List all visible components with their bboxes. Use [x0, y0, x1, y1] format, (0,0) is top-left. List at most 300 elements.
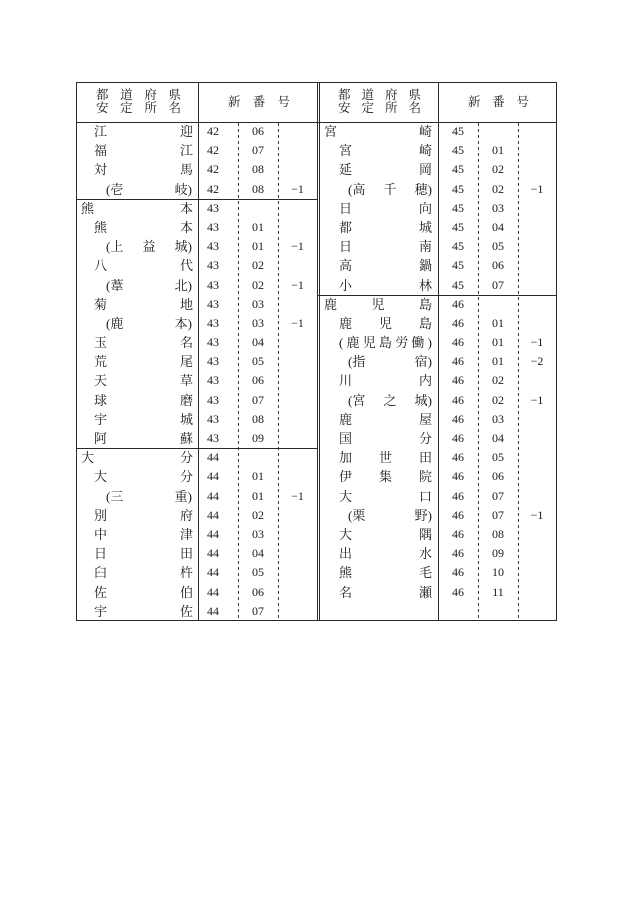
office-name — [76, 563, 198, 582]
text-segment: (鹿 — [106, 315, 124, 331]
table-row — [318, 371, 557, 390]
text-segment: 分 — [418, 431, 432, 446]
text-segment: (三 — [106, 488, 124, 504]
prefecture-code: 46 — [452, 354, 464, 369]
office-name — [318, 410, 438, 429]
office-code — [478, 295, 518, 314]
office-name — [318, 525, 438, 544]
prefecture-code: 43 — [207, 277, 219, 292]
branch-suffix — [278, 467, 317, 486]
branch-suffix — [278, 583, 317, 602]
text-segment: 林 — [418, 277, 432, 293]
text-segment: 千 — [383, 181, 397, 197]
prefecture-code: 43 — [207, 373, 219, 388]
text-segment: 島 — [418, 315, 432, 331]
office-name — [76, 295, 198, 314]
table-row — [76, 352, 317, 371]
text-segment: 定 — [361, 101, 374, 115]
text-segment: 本 — [179, 219, 193, 235]
table-row — [318, 487, 557, 506]
text-segment: 熊 — [81, 200, 95, 216]
office-code: 04 — [252, 335, 264, 350]
table-row — [76, 141, 317, 160]
branch-suffix — [518, 467, 556, 486]
text-segment: 内 — [418, 373, 432, 389]
table-row — [318, 180, 557, 199]
office-name — [318, 371, 438, 390]
text-segment: 所 — [144, 101, 157, 115]
prefecture-code: 46 — [452, 546, 464, 561]
prefecture-code: 44 — [207, 526, 219, 541]
text-segment: 穂) — [414, 181, 432, 197]
office-code: 05 — [252, 565, 264, 580]
office-name — [76, 487, 198, 506]
text-segment: 安 — [96, 101, 109, 115]
text-segment: 院 — [418, 469, 432, 485]
office-name — [318, 199, 438, 218]
office-code: 01 — [492, 354, 504, 369]
prefecture-code: 46 — [452, 488, 464, 503]
office-name — [318, 180, 438, 199]
table-row — [318, 218, 557, 237]
table-row — [76, 429, 317, 448]
branch-suffix: −1 — [291, 181, 304, 196]
text-segment: 号 — [277, 94, 290, 109]
prefecture-code: 46 — [452, 565, 464, 580]
office-name — [76, 256, 198, 275]
text-segment: 地 — [179, 296, 193, 312]
text-segment: 佐 — [179, 603, 193, 619]
office-code: 11 — [492, 584, 504, 599]
text-segment: 岡 — [418, 162, 432, 178]
table-row — [76, 506, 317, 525]
prefecture-code: 43 — [207, 335, 219, 350]
office-name — [76, 352, 198, 371]
branch-suffix — [518, 563, 556, 582]
prefecture-code: 44 — [207, 450, 219, 465]
table-row — [76, 467, 317, 486]
text-segment: 中 — [94, 526, 108, 542]
office-code: 02 — [492, 162, 504, 177]
office-code: 05 — [492, 239, 504, 254]
office-code: 01 — [252, 219, 264, 234]
office-name — [318, 160, 438, 179]
branch-suffix — [278, 391, 317, 410]
text-segment: 高 — [339, 258, 353, 274]
prefecture-code: 42 — [207, 124, 219, 138]
text-segment: 重) — [174, 488, 192, 504]
table-row — [318, 429, 557, 448]
office-name — [318, 563, 438, 582]
office-code: 03 — [492, 411, 504, 426]
branch-suffix — [278, 525, 317, 544]
prefecture-code: 44 — [207, 488, 219, 503]
office-name — [318, 256, 438, 275]
office-code: 03 — [252, 296, 264, 311]
table-row — [76, 314, 317, 333]
office-name — [76, 467, 198, 486]
text-segment: 出 — [339, 546, 353, 562]
office-code: 01 — [492, 143, 504, 158]
office-code: 08 — [492, 526, 504, 541]
table-right-half — [318, 122, 557, 602]
prefecture-code: 45 — [452, 200, 464, 215]
table-row — [318, 314, 557, 333]
prefecture-code: 46 — [452, 411, 464, 426]
text-segment: (上 — [106, 239, 124, 255]
office-code: 07 — [252, 392, 264, 407]
text-segment: 崎 — [418, 124, 432, 139]
prefecture-code: 45 — [452, 219, 464, 234]
branch-suffix — [518, 276, 556, 295]
text-segment: 南 — [418, 239, 432, 255]
text-segment: 代 — [179, 258, 193, 274]
branch-suffix — [278, 295, 317, 314]
text-segment: 城) — [414, 392, 432, 408]
branch-suffix — [518, 525, 556, 544]
header-new-number-right — [438, 82, 557, 122]
prefecture-code: 46 — [452, 373, 464, 388]
text-segment: 児 — [378, 315, 392, 331]
prefecture-code: 45 — [452, 277, 464, 292]
text-segment: 野) — [414, 507, 432, 523]
prefecture-code: 44 — [207, 603, 219, 618]
table-row — [318, 256, 557, 275]
text-segment: 延 — [339, 162, 353, 178]
office-code: 02 — [252, 277, 264, 292]
office-code: 05 — [492, 450, 504, 465]
office-name — [318, 352, 438, 371]
text-segment: 岐) — [174, 181, 192, 197]
text-segment: 集 — [378, 469, 392, 485]
text-segment: 熊 — [94, 219, 108, 235]
text-segment: 福 — [94, 143, 108, 159]
text-segment: 佐 — [94, 584, 108, 600]
text-segment: 蘇 — [179, 431, 193, 446]
header-office-name-left — [76, 82, 198, 122]
text-segment: 加 — [339, 450, 353, 466]
table-left-half — [76, 122, 317, 621]
office-name — [76, 333, 198, 352]
office-code: 01 — [252, 239, 264, 254]
text-segment: 別 — [94, 507, 108, 523]
office-name — [76, 180, 198, 199]
branch-suffix — [518, 141, 556, 160]
office-code: 04 — [492, 219, 504, 234]
prefecture-code: 42 — [207, 162, 219, 177]
office-code: 09 — [252, 431, 264, 445]
office-name — [76, 371, 198, 390]
text-segment: (壱 — [106, 181, 124, 197]
office-code: 01 — [492, 315, 504, 330]
text-segment: 鍋 — [418, 258, 432, 274]
table-row — [318, 563, 557, 582]
text-segment: 崎 — [418, 143, 432, 159]
branch-suffix — [518, 256, 556, 275]
text-segment: 宇 — [94, 411, 108, 427]
office-code: 01 — [492, 335, 504, 350]
prefecture-code: 46 — [452, 296, 464, 311]
prefecture-code: 43 — [207, 411, 219, 426]
prefecture-code: 45 — [452, 239, 464, 254]
table-row — [76, 160, 317, 179]
office-code: 07 — [492, 507, 504, 522]
table-row — [318, 525, 557, 544]
prefecture-code: 43 — [207, 258, 219, 273]
branch-suffix — [278, 371, 317, 390]
text-segment: 新 — [468, 94, 481, 109]
table-row — [76, 218, 317, 237]
office-name — [318, 333, 438, 352]
text-segment: 名 — [408, 101, 421, 115]
prefecture-code: 44 — [207, 565, 219, 580]
table-row — [76, 583, 317, 602]
prefecture-code: 46 — [452, 584, 464, 599]
branch-suffix — [278, 333, 317, 352]
table-row — [76, 563, 317, 582]
table-row — [76, 410, 317, 429]
table-row — [76, 602, 317, 621]
header-name-line-2 — [338, 102, 421, 115]
text-segment: 新 — [228, 94, 241, 109]
office-name — [76, 410, 198, 429]
prefecture-code: 45 — [452, 258, 464, 273]
text-segment: 都 — [338, 88, 351, 102]
branch-suffix — [278, 122, 317, 141]
branch-suffix: −1 — [530, 507, 544, 522]
table-row — [76, 544, 317, 563]
text-segment: 島 — [418, 296, 432, 312]
branch-suffix: −1 — [530, 181, 544, 196]
header-office-name-right — [318, 82, 438, 122]
branch-suffix — [278, 506, 317, 525]
text-segment: 安 — [338, 101, 351, 115]
office-code: 04 — [252, 546, 264, 561]
text-segment: 県 — [168, 88, 181, 102]
office-code: 10 — [492, 565, 504, 580]
text-segment: 伊 — [339, 469, 353, 485]
text-segment: 大 — [94, 469, 108, 485]
text-segment: 阿 — [94, 431, 108, 446]
office-name — [76, 429, 198, 448]
office-name — [318, 467, 438, 486]
office-code: 03 — [492, 200, 504, 215]
text-segment: 益 — [142, 239, 156, 255]
branch-suffix: −1 — [291, 488, 304, 503]
office-name — [318, 218, 438, 237]
office-name — [76, 122, 198, 141]
prefecture-code: 46 — [452, 315, 464, 330]
text-segment: 番 — [492, 94, 505, 109]
text-segment: 宮 — [324, 124, 338, 139]
prefecture-code: 46 — [452, 392, 464, 407]
text-segment: 屋 — [418, 411, 432, 427]
office-code: 02 — [492, 181, 504, 196]
prefecture-code: 44 — [207, 584, 219, 599]
table-row — [318, 295, 557, 314]
text-segment: 川 — [339, 373, 353, 389]
office-code: 06 — [252, 124, 264, 138]
prefecture-code: 43 — [207, 315, 219, 330]
prefecture-code: 43 — [207, 219, 219, 234]
office-name — [76, 314, 198, 333]
office-code — [238, 448, 278, 467]
text-segment: 児 — [371, 296, 385, 312]
text-segment: 城) — [174, 239, 192, 255]
text-segment: 水 — [418, 546, 432, 562]
office-name — [76, 391, 198, 410]
office-name — [318, 237, 438, 256]
branch-suffix — [518, 371, 556, 390]
office-code: 02 — [252, 507, 264, 522]
text-segment: 鹿 — [339, 411, 353, 427]
office-name — [76, 276, 198, 295]
table-row — [318, 391, 557, 410]
text-segment: 都 — [96, 88, 109, 102]
prefecture-code: 46 — [452, 335, 464, 350]
branch-suffix — [278, 256, 317, 275]
prefecture-code: 45 — [452, 162, 464, 177]
text-segment: 日 — [339, 200, 353, 216]
text-segment: 毛 — [418, 565, 432, 581]
text-segment: 臼 — [94, 565, 108, 581]
office-code: 03 — [252, 526, 264, 541]
text-segment: (葦 — [106, 277, 124, 293]
office-name — [318, 429, 438, 448]
text-segment: 大 — [339, 488, 353, 504]
text-segment: 宿) — [414, 354, 432, 370]
table-row — [318, 199, 557, 218]
table-row — [318, 237, 557, 256]
prefecture-code: 46 — [452, 526, 464, 541]
text-segment: 本) — [174, 315, 192, 331]
office-code: 08 — [252, 162, 264, 177]
table-row — [318, 160, 557, 179]
text-segment: 津 — [179, 526, 193, 542]
office-code: 07 — [252, 143, 264, 158]
branch-suffix — [518, 199, 556, 218]
text-segment: 口 — [418, 488, 432, 504]
office-name — [318, 487, 438, 506]
text-segment: 対 — [94, 162, 108, 178]
text-segment: 本 — [179, 200, 193, 216]
text-segment: (栗 — [348, 507, 366, 523]
office-name — [76, 544, 198, 563]
branch-suffix — [518, 448, 556, 467]
text-segment: 分 — [179, 469, 193, 485]
text-segment: 宮 — [339, 143, 353, 159]
branch-suffix — [518, 314, 556, 333]
office-code: 06 — [492, 258, 504, 273]
table-row — [76, 180, 317, 199]
text-segment: 宇 — [94, 603, 108, 619]
table-row — [318, 141, 557, 160]
branch-suffix — [278, 602, 317, 621]
office-code: 05 — [252, 354, 264, 369]
text-segment: 江 — [179, 143, 193, 159]
branch-suffix — [278, 141, 317, 160]
table-row — [318, 467, 557, 486]
prefecture-code: 46 — [452, 469, 464, 484]
table-row — [318, 122, 557, 141]
office-code: 07 — [252, 603, 264, 618]
prefecture-code: 42 — [207, 143, 219, 158]
text-segment: 田 — [418, 450, 432, 466]
branch-suffix — [278, 544, 317, 563]
text-segment: 号 — [516, 94, 529, 109]
table-row — [76, 122, 317, 141]
office-code: 09 — [492, 546, 504, 561]
office-code: 04 — [492, 431, 504, 445]
office-name — [76, 218, 198, 237]
text-segment: 尾 — [179, 354, 193, 370]
prefecture-code: 42 — [207, 181, 219, 196]
office-code: 02 — [252, 258, 264, 273]
text-segment: 迎 — [179, 124, 193, 139]
branch-suffix: −1 — [291, 315, 304, 330]
text-segment: 玉 — [94, 335, 108, 351]
office-name — [318, 295, 438, 314]
text-segment: 小 — [339, 277, 353, 293]
office-name — [318, 544, 438, 563]
table-row — [76, 276, 317, 295]
prefecture-code: 44 — [207, 507, 219, 522]
text-segment: (鹿児島労働) — [339, 335, 432, 351]
text-segment: 瀬 — [418, 584, 432, 600]
text-segment: 江 — [94, 124, 108, 139]
branch-suffix: −1 — [291, 239, 304, 254]
branch-suffix — [278, 218, 317, 237]
branch-suffix — [278, 410, 317, 429]
table-row — [76, 487, 317, 506]
text-segment: 府 — [384, 88, 398, 102]
prefecture-code: 44 — [207, 469, 219, 484]
header-number-label — [468, 96, 529, 109]
text-segment: 城 — [418, 219, 432, 235]
text-segment: 菊 — [94, 296, 108, 312]
branch-suffix — [518, 295, 556, 314]
table-row — [76, 371, 317, 390]
text-segment: 磨 — [179, 392, 193, 408]
prefecture-code: 43 — [207, 200, 219, 215]
text-segment: 名 — [168, 101, 181, 115]
text-segment: 熊 — [339, 565, 353, 581]
table-row — [76, 295, 317, 314]
prefecture-code: 46 — [452, 450, 464, 465]
text-segment: 名 — [179, 335, 193, 351]
text-segment: 分 — [179, 450, 193, 466]
text-segment: 鹿 — [324, 296, 338, 312]
text-segment: 府 — [144, 88, 157, 102]
table-row — [76, 448, 317, 467]
office-code: 06 — [492, 469, 504, 484]
branch-suffix: −1 — [530, 392, 544, 407]
header-number-label — [228, 96, 290, 109]
office-name — [318, 391, 438, 410]
text-segment: 荒 — [94, 354, 108, 370]
text-segment: 伯 — [179, 584, 193, 600]
text-segment: 定 — [120, 101, 133, 115]
text-segment: 北) — [174, 277, 192, 293]
text-segment: 日 — [339, 239, 353, 255]
office-name — [76, 237, 198, 256]
text-segment: 之 — [383, 392, 397, 408]
text-segment: 杵 — [179, 565, 193, 581]
prefecture-code: 45 — [452, 143, 464, 158]
office-code: 07 — [492, 277, 504, 292]
office-name — [76, 141, 198, 160]
table-row — [318, 352, 557, 371]
